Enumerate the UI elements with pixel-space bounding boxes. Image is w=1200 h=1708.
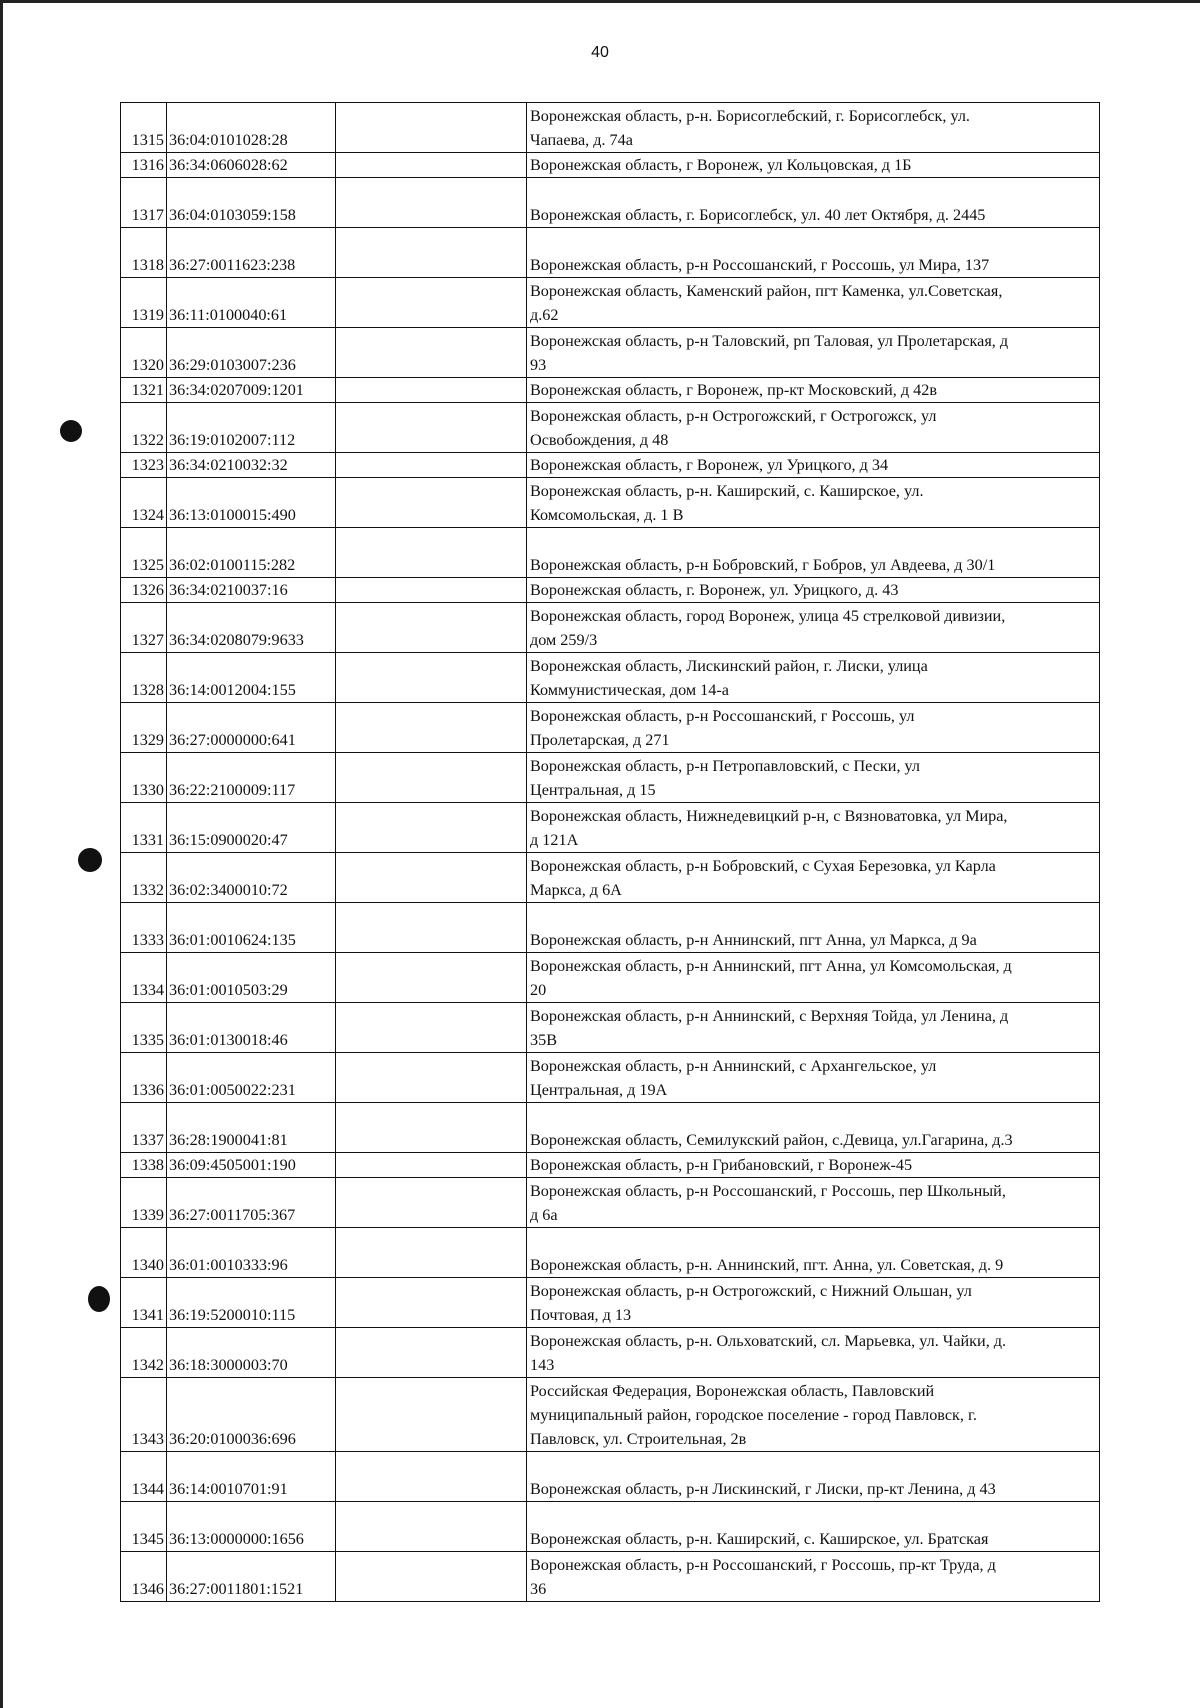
cadastral-number: 36:04:0103059:158 [167, 178, 336, 228]
address: Российская Федерация, Воронежская область, Павловский муниципальный район, городское поселение - город Павловск, г. Павловск, ул. Строительная, 2в [527, 1378, 1100, 1452]
table-row [121, 1552, 1100, 1602]
empty-cell [336, 178, 527, 228]
row-number: 1317 [121, 178, 167, 228]
empty-cell [336, 603, 527, 653]
table-row [121, 753, 1100, 803]
cadastral-number: 36:15:0900020:47 [167, 803, 336, 853]
row-number: 1345 [121, 1502, 167, 1552]
empty-cell [336, 1378, 527, 1452]
address: Воронежская область, р-н Россошанский, г Россошь, пр-кт Труда, д 36 [527, 1552, 1100, 1602]
table-row [121, 953, 1100, 1003]
cadastral-number: 36:29:0103007:236 [167, 328, 336, 378]
address: Воронежская область, Нижнедевицкий р-н, с Вязноватовка, ул Мира, д 121А [527, 803, 1100, 853]
address: Воронежская область, р-н Лискинский, г Лиски, пр-кт Ленина, д 43 [527, 1452, 1100, 1502]
empty-cell [336, 1278, 527, 1328]
empty-cell [336, 153, 527, 178]
cadastral-number: 36:01:0010503:29 [167, 953, 336, 1003]
empty-cell [336, 103, 527, 153]
table-row [121, 1278, 1100, 1328]
table-row [121, 153, 1100, 178]
row-number: 1341 [121, 1278, 167, 1328]
address: Воронежская область, р-н Аннинский, с Верхняя Тойда, ул Ленина, д 35В [527, 1003, 1100, 1053]
table-body [121, 103, 1100, 1602]
table-row [121, 228, 1100, 278]
cadastral-number: 36:34:0606028:62 [167, 153, 336, 178]
empty-cell [336, 1228, 527, 1278]
row-number: 1344 [121, 1452, 167, 1502]
table-row [121, 1452, 1100, 1502]
property-registry-table [120, 102, 1100, 1602]
cadastral-number: 36:01:0010333:96 [167, 1228, 336, 1278]
address: Воронежская область, р-н. Ольховатский, сл. Марьевка, ул. Чайки, д. 143 [527, 1328, 1100, 1378]
empty-cell [336, 1053, 527, 1103]
table-row [121, 903, 1100, 953]
address: Воронежская область, г Воронеж, ул Урицкого, д 34 [527, 453, 1100, 478]
empty-cell [336, 1452, 527, 1502]
address: Воронежская область, г. Борисоглебск, ул. 40 лет Октября, д. 2445 [527, 178, 1100, 228]
address: Воронежская область, р-н Таловский, рп Таловая, ул Пролетарская, д 93 [527, 328, 1100, 378]
table-row [121, 703, 1100, 753]
cadastral-number: 36:27:0000000:641 [167, 703, 336, 753]
row-number: 1336 [121, 1053, 167, 1103]
table-row [121, 1053, 1100, 1103]
cadastral-number: 36:02:0100115:282 [167, 528, 336, 578]
row-number: 1327 [121, 603, 167, 653]
row-number: 1331 [121, 803, 167, 853]
table-row [121, 103, 1100, 153]
address: Воронежская область, г. Воронеж, ул. Урицкого, д. 43 [527, 578, 1100, 603]
address: Воронежская область, р-н Петропавловский, с Пески, ул Центральная, д 15 [527, 753, 1100, 803]
address: Воронежская область, р-н Россошанский, г Россошь, ул Пролетарская, д 271 [527, 703, 1100, 753]
cadastral-number: 36:34:0207009:1201 [167, 378, 336, 403]
row-number: 1333 [121, 903, 167, 953]
table-row [121, 1228, 1100, 1278]
table-row [121, 1378, 1100, 1452]
cadastral-number: 36:34:0208079:9633 [167, 603, 336, 653]
empty-cell [336, 903, 527, 953]
cadastral-number: 36:19:0102007:112 [167, 403, 336, 453]
table-row [121, 1103, 1100, 1153]
table-row [121, 453, 1100, 478]
cadastral-number: 36:13:0000000:1656 [167, 1502, 336, 1552]
empty-cell [336, 578, 527, 603]
table-row [121, 1328, 1100, 1378]
cadastral-number: 36:22:2100009:117 [167, 753, 336, 803]
empty-cell [336, 378, 527, 403]
address: Воронежская область, р-н Грибановский, г Воронеж-45 [527, 1153, 1100, 1178]
table-row [121, 278, 1100, 328]
table-row [121, 528, 1100, 578]
row-number: 1343 [121, 1378, 167, 1452]
table-row [121, 178, 1100, 228]
row-number: 1318 [121, 228, 167, 278]
cadastral-number: 36:09:4505001:190 [167, 1153, 336, 1178]
empty-cell [336, 1153, 527, 1178]
row-number: 1328 [121, 653, 167, 703]
empty-cell [336, 753, 527, 803]
table-row [121, 653, 1100, 703]
row-number: 1342 [121, 1328, 167, 1378]
empty-cell [336, 1328, 527, 1378]
cadastral-number: 36:13:0100015:490 [167, 478, 336, 528]
cadastral-number: 36:34:0210032:32 [167, 453, 336, 478]
address: Воронежская область, р-н Россошанский, г Россошь, ул Мира, 137 [527, 228, 1100, 278]
address: Воронежская область, р-н Аннинский, пгт Анна, ул Маркса, д 9а [527, 903, 1100, 953]
cadastral-number: 36:14:0010701:91 [167, 1452, 336, 1502]
address: Воронежская область, г Воронеж, ул Кольцовская, д 1Б [527, 153, 1100, 178]
cadastral-number: 36:20:0100036:696 [167, 1378, 336, 1452]
table-row [121, 1502, 1100, 1552]
cadastral-number: 36:04:0101028:28 [167, 103, 336, 153]
empty-cell [336, 278, 527, 328]
cadastral-number: 36:01:0130018:46 [167, 1003, 336, 1053]
row-number: 1338 [121, 1153, 167, 1178]
page-edge-left [0, 0, 3, 1708]
cadastral-number: 36:19:5200010:115 [167, 1278, 336, 1328]
cadastral-number: 36:27:0011801:1521 [167, 1552, 336, 1602]
row-number: 1335 [121, 1003, 167, 1053]
cadastral-number: 36:02:3400010:72 [167, 853, 336, 903]
empty-cell [336, 953, 527, 1003]
table-row [121, 328, 1100, 378]
address: Воронежская область, Каменский район, пгт Каменка, ул.Советская, д.62 [527, 278, 1100, 328]
table-row [121, 478, 1100, 528]
empty-cell [336, 703, 527, 753]
table-row [121, 578, 1100, 603]
binder-hole-mark [78, 848, 102, 872]
table-row [121, 1003, 1100, 1053]
table-row [121, 853, 1100, 903]
table-row [121, 803, 1100, 853]
row-number: 1334 [121, 953, 167, 1003]
empty-cell [336, 528, 527, 578]
empty-cell [336, 803, 527, 853]
row-number: 1329 [121, 703, 167, 753]
row-number: 1323 [121, 453, 167, 478]
row-number: 1326 [121, 578, 167, 603]
row-number: 1325 [121, 528, 167, 578]
empty-cell [336, 1003, 527, 1053]
row-number: 1319 [121, 278, 167, 328]
empty-cell [336, 478, 527, 528]
cadastral-number: 36:14:0012004:155 [167, 653, 336, 703]
row-number: 1330 [121, 753, 167, 803]
row-number: 1320 [121, 328, 167, 378]
table-row [121, 1153, 1100, 1178]
binder-hole-mark [88, 1286, 110, 1312]
address: Воронежская область, р-н. Каширский, с. Каширское, ул. Комсомольская, д. 1 В [527, 478, 1100, 528]
page-number: 40 [591, 44, 609, 61]
empty-cell [336, 328, 527, 378]
row-number: 1346 [121, 1552, 167, 1602]
address: Воронежская область, р-н Бобровский, г Бобров, ул Авдеева, д 30/1 [527, 528, 1100, 578]
page-edge-top [0, 0, 1200, 3]
address: Воронежская область, р-н Бобровский, с Сухая Березовка, ул Карла Маркса, д 6А [527, 853, 1100, 903]
row-number: 1339 [121, 1178, 167, 1228]
empty-cell [336, 228, 527, 278]
cadastral-number: 36:18:3000003:70 [167, 1328, 336, 1378]
table-row [121, 378, 1100, 403]
table-row [121, 603, 1100, 653]
cadastral-number: 36:11:0100040:61 [167, 278, 336, 328]
row-number: 1322 [121, 403, 167, 453]
table-row [121, 403, 1100, 453]
empty-cell [336, 453, 527, 478]
address: Воронежская область, р-н. Борисоглебский, г. Борисоглебск, ул. Чапаева, д. 74а [527, 103, 1100, 153]
empty-cell [336, 853, 527, 903]
address: Воронежская область, Лискинский район, г. Лиски, улица Коммунистическая, дом 14-а [527, 653, 1100, 703]
row-number: 1321 [121, 378, 167, 403]
address: Воронежская область, р-н. Аннинский, пгт. Анна, ул. Советская, д. 9 [527, 1228, 1100, 1278]
cadastral-number: 36:34:0210037:16 [167, 578, 336, 603]
address: Воронежская область, р-н Аннинский, с Архангельское, ул Центральная, д 19А [527, 1053, 1100, 1103]
address: Воронежская область, Семилукский район, с.Девица, ул.Гагарина, д.3 [527, 1103, 1100, 1153]
cadastral-number: 36:27:0011623:238 [167, 228, 336, 278]
row-number: 1340 [121, 1228, 167, 1278]
empty-cell [336, 1103, 527, 1153]
row-number: 1315 [121, 103, 167, 153]
address: Воронежская область, р-н Аннинский, пгт Анна, ул Комсомольская, д 20 [527, 953, 1100, 1003]
binder-hole-mark [60, 420, 82, 442]
cadastral-number: 36:27:0011705:367 [167, 1178, 336, 1228]
table-row [121, 1178, 1100, 1228]
empty-cell [336, 403, 527, 453]
cadastral-number: 36:01:0010624:135 [167, 903, 336, 953]
empty-cell [336, 1552, 527, 1602]
row-number: 1332 [121, 853, 167, 903]
address: Воронежская область, р-н Острогожский, г Острогожск, ул Освобождения, д 48 [527, 403, 1100, 453]
address: Воронежская область, р-н Острогожский, с Нижний Ольшан, ул Почтовая, д 13 [527, 1278, 1100, 1328]
address: Воронежская область, р-н Россошанский, г Россошь, пер Школьный, д 6а [527, 1178, 1100, 1228]
empty-cell [336, 1502, 527, 1552]
empty-cell [336, 1178, 527, 1228]
cadastral-number: 36:28:1900041:81 [167, 1103, 336, 1153]
row-number: 1316 [121, 153, 167, 178]
address: Воронежская область, г Воронеж, пр-кт Московский, д 42в [527, 378, 1100, 403]
row-number: 1337 [121, 1103, 167, 1153]
empty-cell [336, 653, 527, 703]
address: Воронежская область, р-н. Каширский, с. Каширское, ул. Братская [527, 1502, 1100, 1552]
cadastral-number: 36:01:0050022:231 [167, 1053, 336, 1103]
row-number: 1324 [121, 478, 167, 528]
address: Воронежская область, город Воронеж, улица 45 стрелковой дивизии, дом 259/3 [527, 603, 1100, 653]
